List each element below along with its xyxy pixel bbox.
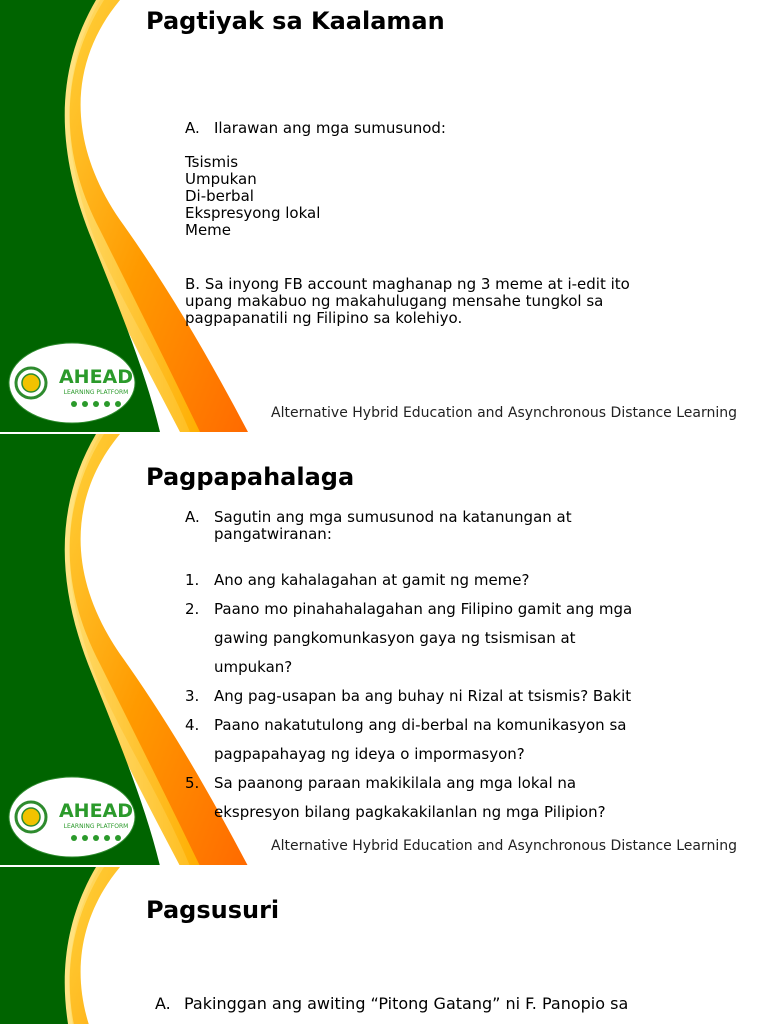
term-item: Meme <box>185 221 232 239</box>
slide-2 <box>0 434 768 865</box>
slide-1-item-b <box>185 276 755 327</box>
question-line: Sa paanong paraan makikilala ang mga lokal na <box>214 774 577 792</box>
slide-footer: Alternative Hybrid Education and Asynchronous Distance Learning <box>271 405 737 421</box>
question-line: Ang pag-usapan ba ang buhay ni Rizal at tsismis? Bakit <box>214 687 632 705</box>
logo-tagline: LEARNING PLATFORM <box>63 823 129 830</box>
item-a-marker: A. <box>155 994 171 1013</box>
slide-3-item-a <box>155 995 755 1012</box>
slide-2-question-list <box>185 566 745 827</box>
question-number: 5. <box>185 774 200 792</box>
slide-1-item-a <box>185 120 745 137</box>
ahead-logo <box>8 776 136 858</box>
slide-3 <box>0 867 768 1024</box>
question-number: 3. <box>185 687 200 705</box>
logo-brand: AHEAD <box>58 366 134 388</box>
term-item: Umpukan <box>185 170 257 188</box>
item-b-line: pagpapanatili ng Filipino sa kolehiyo. <box>185 309 463 327</box>
question-item <box>185 566 745 595</box>
item-a-text: Ilarawan ang mga sumusunod: <box>214 119 446 137</box>
question-item <box>185 769 745 827</box>
question-line: pagpapahayag ng ideya o impormasyon? <box>214 745 525 763</box>
slide-1-title: Pagtiyak sa Kaalaman <box>146 7 445 35</box>
logo-brand: AHEAD <box>58 800 134 822</box>
question-number: 2. <box>185 600 200 618</box>
item-b-line: upang makabuo ng makahulugang mensahe tungkol sa <box>185 292 604 310</box>
question-item <box>185 595 745 682</box>
slide-separator <box>0 432 768 434</box>
question-line: ekspresyon bilang pagkakakilanlan ng mga Pilipion? <box>214 803 606 821</box>
question-line: umpukan? <box>214 658 293 676</box>
item-a-marker: A. <box>185 119 200 137</box>
item-a-line: pangatwiranan: <box>214 525 332 543</box>
item-a-marker: A. <box>185 508 200 526</box>
question-item <box>185 711 745 769</box>
term-item: Di-berbal <box>185 187 254 205</box>
item-b-line: B. Sa inyong FB account maghanap ng 3 meme at i-edit ito <box>185 275 630 293</box>
question-number: 1. <box>185 571 200 589</box>
slide-1-terms-list <box>185 154 485 239</box>
question-number: 4. <box>185 716 200 734</box>
slide-1 <box>0 0 768 432</box>
slide-3-title: Pagsusuri <box>146 896 280 924</box>
question-line: Paano nakatutulong ang di-berbal na komunikasyon sa <box>214 716 627 734</box>
term-item: Ekspresyong lokal <box>185 204 321 222</box>
item-a-line: Sagutin ang mga sumusunod na katanungan at <box>214 508 572 526</box>
question-line: Paano mo pinahahalagahan ang Filipino gamit ang mga <box>214 600 633 618</box>
ahead-logo <box>8 342 136 424</box>
question-item <box>185 682 745 711</box>
question-line: gawing pangkomunkasyon gaya ng tsismisan at <box>214 629 576 647</box>
slide-separator <box>0 865 768 867</box>
question-line: Ano ang kahalagahan at gamit ng meme? <box>214 571 530 589</box>
slide-2-title: Pagpapahalaga <box>146 463 355 491</box>
logo-tagline: LEARNING PLATFORM <box>63 389 129 396</box>
slide-2-item-a <box>185 509 745 543</box>
slide-footer: Alternative Hybrid Education and Asynchronous Distance Learning <box>271 838 737 854</box>
term-item: Tsismis <box>185 153 239 171</box>
item-a-text: Pakinggan ang awiting “Pitong Gatang” ni F. Panopio sa <box>184 994 629 1013</box>
